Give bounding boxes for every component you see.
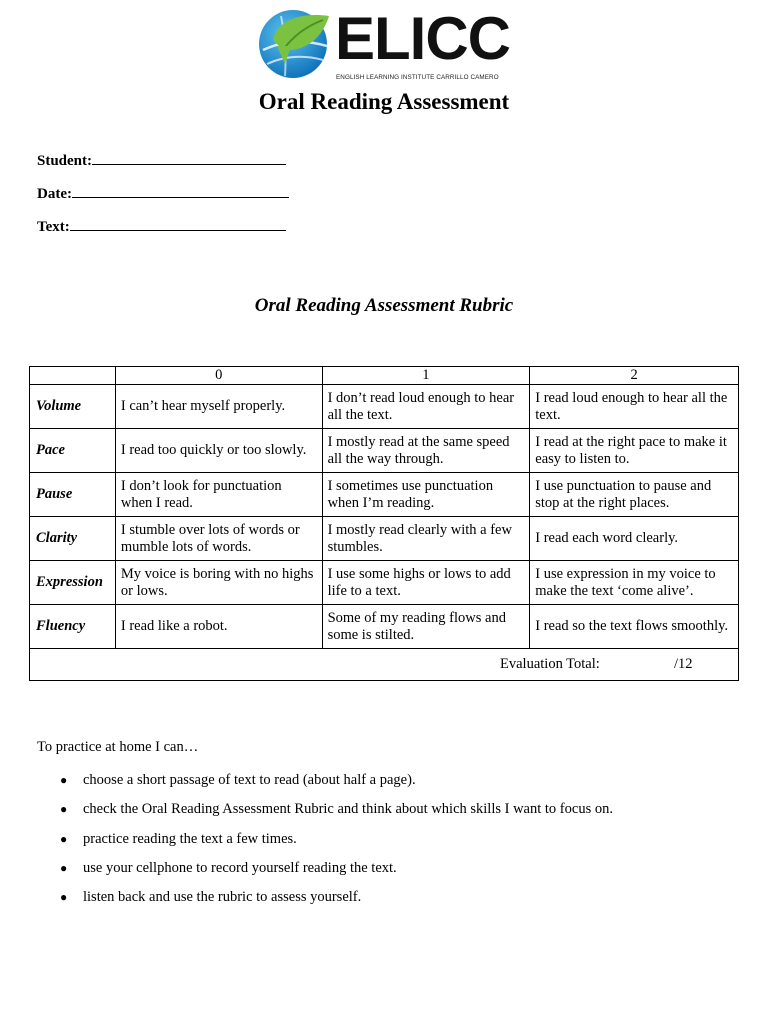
- rubric-table: [29, 366, 739, 681]
- bullet-icon: ●: [60, 831, 68, 846]
- practice-intro: To practice at home I can…: [37, 739, 199, 755]
- list-item-text: use your cellphone to record yourself reading the text.: [83, 859, 397, 876]
- score-2-cell: I read so the text flows smoothly.: [530, 605, 739, 649]
- criterion-cell: Clarity: [30, 517, 116, 561]
- score-0-cell: My voice is boring with no highs or lows.: [115, 561, 322, 605]
- list-item-text: choose a short passage of text to read (about half a page).: [83, 772, 416, 788]
- score-0-cell: I can’t hear myself properly.: [115, 385, 322, 429]
- list-item-text: check the Oral Reading Assessment Rubric and think about which skills I want to focus on.: [83, 801, 613, 818]
- table-row: [30, 385, 739, 429]
- score-0-cell: I don’t look for punctuation when I read.: [115, 473, 322, 517]
- score-0-cell: I read like a robot.: [115, 605, 322, 649]
- evaluation-total-label: Evaluation Total:: [500, 656, 600, 672]
- total-row: [30, 649, 739, 681]
- table-row: [30, 517, 739, 561]
- list-item: [0, 889, 613, 918]
- student-field[interactable]: [37, 150, 286, 170]
- criterion-cell: Expression: [30, 561, 116, 605]
- criterion-cell: Volume: [30, 385, 116, 429]
- date-line[interactable]: [72, 183, 289, 198]
- table-row: [30, 561, 739, 605]
- bullet-icon: ●: [60, 773, 68, 787]
- student-line[interactable]: [92, 150, 286, 165]
- text-line[interactable]: [70, 216, 286, 231]
- text-label: Text:: [37, 219, 70, 235]
- score-2-cell: I read at the right pace to make it easy to listen to.: [530, 429, 739, 473]
- date-label: Date:: [37, 186, 72, 202]
- header-row: [30, 367, 739, 385]
- globe-leaf-logo-icon: [257, 6, 331, 80]
- bullet-icon: ●: [60, 860, 68, 875]
- score-1-cell: I don’t read loud enough to hear all the text.: [322, 385, 530, 429]
- bullet-icon: ●: [60, 802, 68, 817]
- header-cell-empty: [30, 367, 116, 385]
- list-item-text: practice reading the text a few times.: [83, 830, 297, 847]
- score-1-cell: I mostly read at the same speed all the way through.: [322, 429, 530, 473]
- practice-list: [0, 772, 613, 918]
- score-1-cell: Some of my reading flows and some is stilted.: [322, 605, 530, 649]
- rubric-title: Oral Reading Assessment Rubric: [254, 295, 514, 316]
- criterion-cell: Pace: [30, 429, 116, 473]
- bullet-icon: ●: [60, 890, 68, 905]
- header-cell-1: 1: [322, 367, 530, 385]
- score-2-cell: I read loud enough to hear all the text.: [530, 385, 739, 429]
- total-cell: [30, 649, 739, 681]
- list-item: [0, 831, 613, 860]
- score-0-cell: I read too quickly or too slowly.: [115, 429, 322, 473]
- header-cell-0: 0: [115, 367, 322, 385]
- list-item: [0, 772, 613, 801]
- list-item-text: listen back and use the rubric to assess yourself.: [83, 889, 362, 906]
- table-row: [30, 429, 739, 473]
- header-cell-2: 2: [530, 367, 739, 385]
- date-field[interactable]: [37, 183, 289, 203]
- table-row: [30, 605, 739, 649]
- list-item: [0, 860, 613, 889]
- logo-tagline: ENGLISH LEARNING INSTITUTE CARRILLO CAMERO: [336, 74, 499, 81]
- student-label: Student:: [37, 153, 93, 169]
- score-0-cell: I stumble over lots of words or mumble lots of words.: [115, 517, 322, 561]
- evaluation-total-value: /12: [674, 656, 693, 672]
- criterion-cell: Pause: [30, 473, 116, 517]
- page-title: Oral Reading Assessment: [258, 89, 510, 114]
- criterion-cell: Fluency: [30, 605, 116, 649]
- score-2-cell: I use punctuation to pause and stop at the right places.: [530, 473, 739, 517]
- score-1-cell: I sometimes use punctuation when I’m reading.: [322, 473, 530, 517]
- table-row: [30, 473, 739, 517]
- score-2-cell: I read each word clearly.: [530, 517, 739, 561]
- score-2-cell: I use expression in my voice to make the text ‘come alive’.: [530, 561, 739, 605]
- score-1-cell: I mostly read clearly with a few stumbles.: [322, 517, 530, 561]
- logo-wordmark: ELICC: [335, 5, 510, 72]
- list-item: [0, 801, 613, 830]
- elicc-logo: [257, 5, 510, 86]
- text-field[interactable]: [37, 216, 286, 236]
- score-1-cell: I use some highs or lows to add life to a text.: [322, 561, 530, 605]
